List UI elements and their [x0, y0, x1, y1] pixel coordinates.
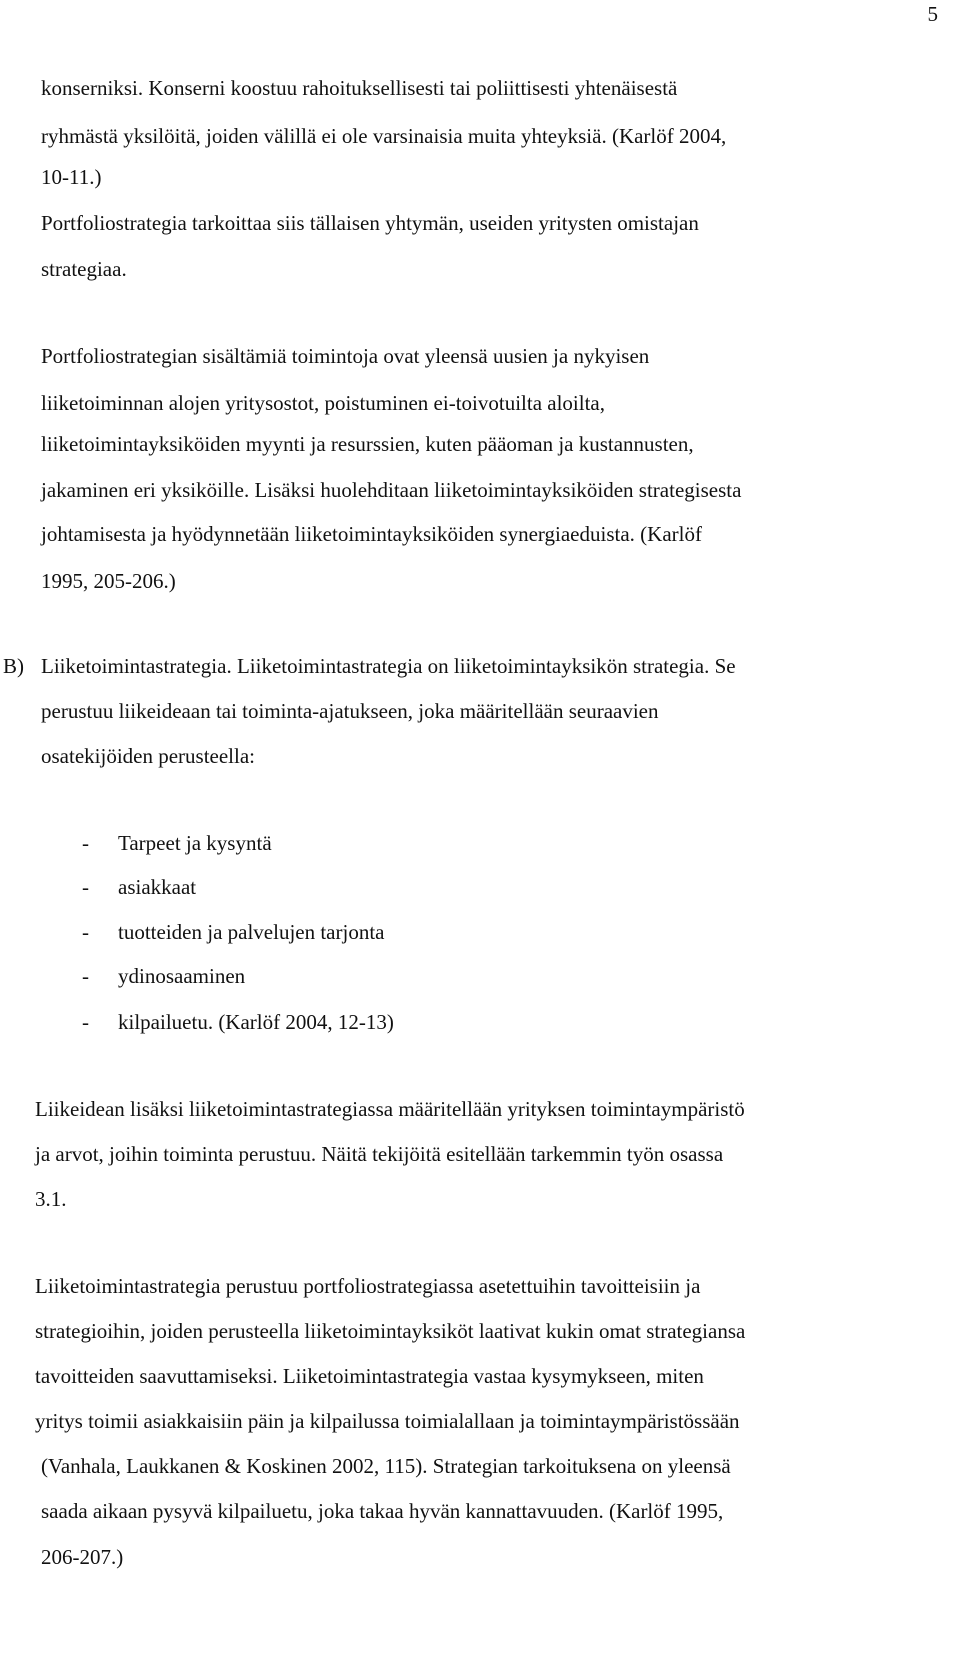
text-line: ryhmästä yksilöitä, joiden välillä ei ole varsinaisia muita yhteyksiä. (Karlöf 2004, — [41, 124, 727, 148]
text-line: konserniksi. Konserni koostuu rahoituksellisesti tai poliittisesti yhtenäisestä — [41, 76, 678, 100]
text-line: osatekijöiden perusteella: — [41, 744, 256, 768]
section-marker: B) — [3, 654, 24, 678]
text-line: saada aikaan pysyvä kilpailuetu, joka takaa hyvän kannattavuuden. (Karlöf 1995, — [41, 1499, 724, 1523]
text-line: yritys toimii asiakkaisiin päin ja kilpailussa toimialallaan ja toimintaympäristössään — [35, 1409, 740, 1433]
text-line: strategioihin, joiden perusteella liiketoimintayksiköt laativat kukin omat strategiansa — [35, 1319, 746, 1343]
text-line: perustuu liikeideaan tai toiminta-ajatukseen, joka määritellään seuraavien — [41, 699, 659, 723]
text-line: jakaminen eri yksiköille. Lisäksi huolehditaan liiketoimintayksiköiden strategisesta — [41, 478, 742, 502]
list-bullet: - — [82, 831, 89, 855]
text-line: (Vanhala, Laukkanen & Koskinen 2002, 115). Strategian tarkoituksena on yleensä — [41, 1454, 731, 1478]
text-line: liiketoimintayksiköiden myynti ja resurssien, kuten pääoman ja kustannusten, — [41, 432, 694, 456]
text-line: strategiaa. — [41, 257, 127, 281]
list-item-text: kilpailuetu. (Karlöf 2004, 12-13) — [118, 1010, 394, 1034]
section-heading-line: Liiketoimintastrategia. Liiketoimintastrategia on liiketoimintayksikön strategia. Se — [41, 654, 736, 678]
list-item-text: tuotteiden ja palvelujen tarjonta — [118, 920, 385, 944]
text-line: Portfoliostrategia tarkoittaa siis tällaisen yhtymän, useiden yritysten omistajan — [41, 211, 699, 235]
page-number: 5 — [927, 2, 938, 26]
list-bullet: - — [82, 920, 89, 944]
list-bullet: - — [82, 875, 89, 899]
text-line: johtamisesta ja hyödynnetään liiketoimintayksiköiden synergiaeduista. (Karlöf — [41, 522, 702, 546]
text-line: Liiketoimintastrategia perustuu portfoliostrategiassa asetettuihin tavoitteisiin ja — [35, 1274, 701, 1298]
text-line: 10-11.) — [41, 165, 102, 189]
text-line: 3.1. — [35, 1187, 67, 1211]
text-line: tavoitteiden saavuttamiseksi. Liiketoimintastrategia vastaa kysymykseen, miten — [35, 1364, 704, 1388]
text-line: ja arvot, joihin toiminta perustuu. Näitä tekijöitä esitellään tarkemmin työn osassa — [35, 1142, 724, 1166]
list-item-text: ydinosaaminen — [118, 964, 246, 988]
list-item-text: asiakkaat — [118, 875, 197, 899]
text-line: liiketoiminnan alojen yritysostot, poistuminen ei-toivotuilta aloilta, — [41, 391, 606, 415]
list-item-text: Tarpeet ja kysyntä — [118, 831, 272, 855]
text-line: Portfoliostrategian sisältämiä toimintoja ovat yleensä uusien ja nykyisen — [41, 344, 650, 368]
list-bullet: - — [82, 964, 89, 988]
text-line: Liikeidean lisäksi liiketoimintastrategiassa määritellään yrityksen toimintaympäristö — [35, 1097, 745, 1121]
text-line: 206-207.) — [41, 1545, 124, 1569]
list-bullet: - — [82, 1010, 89, 1034]
text-line: 1995, 205-206.) — [41, 569, 176, 593]
